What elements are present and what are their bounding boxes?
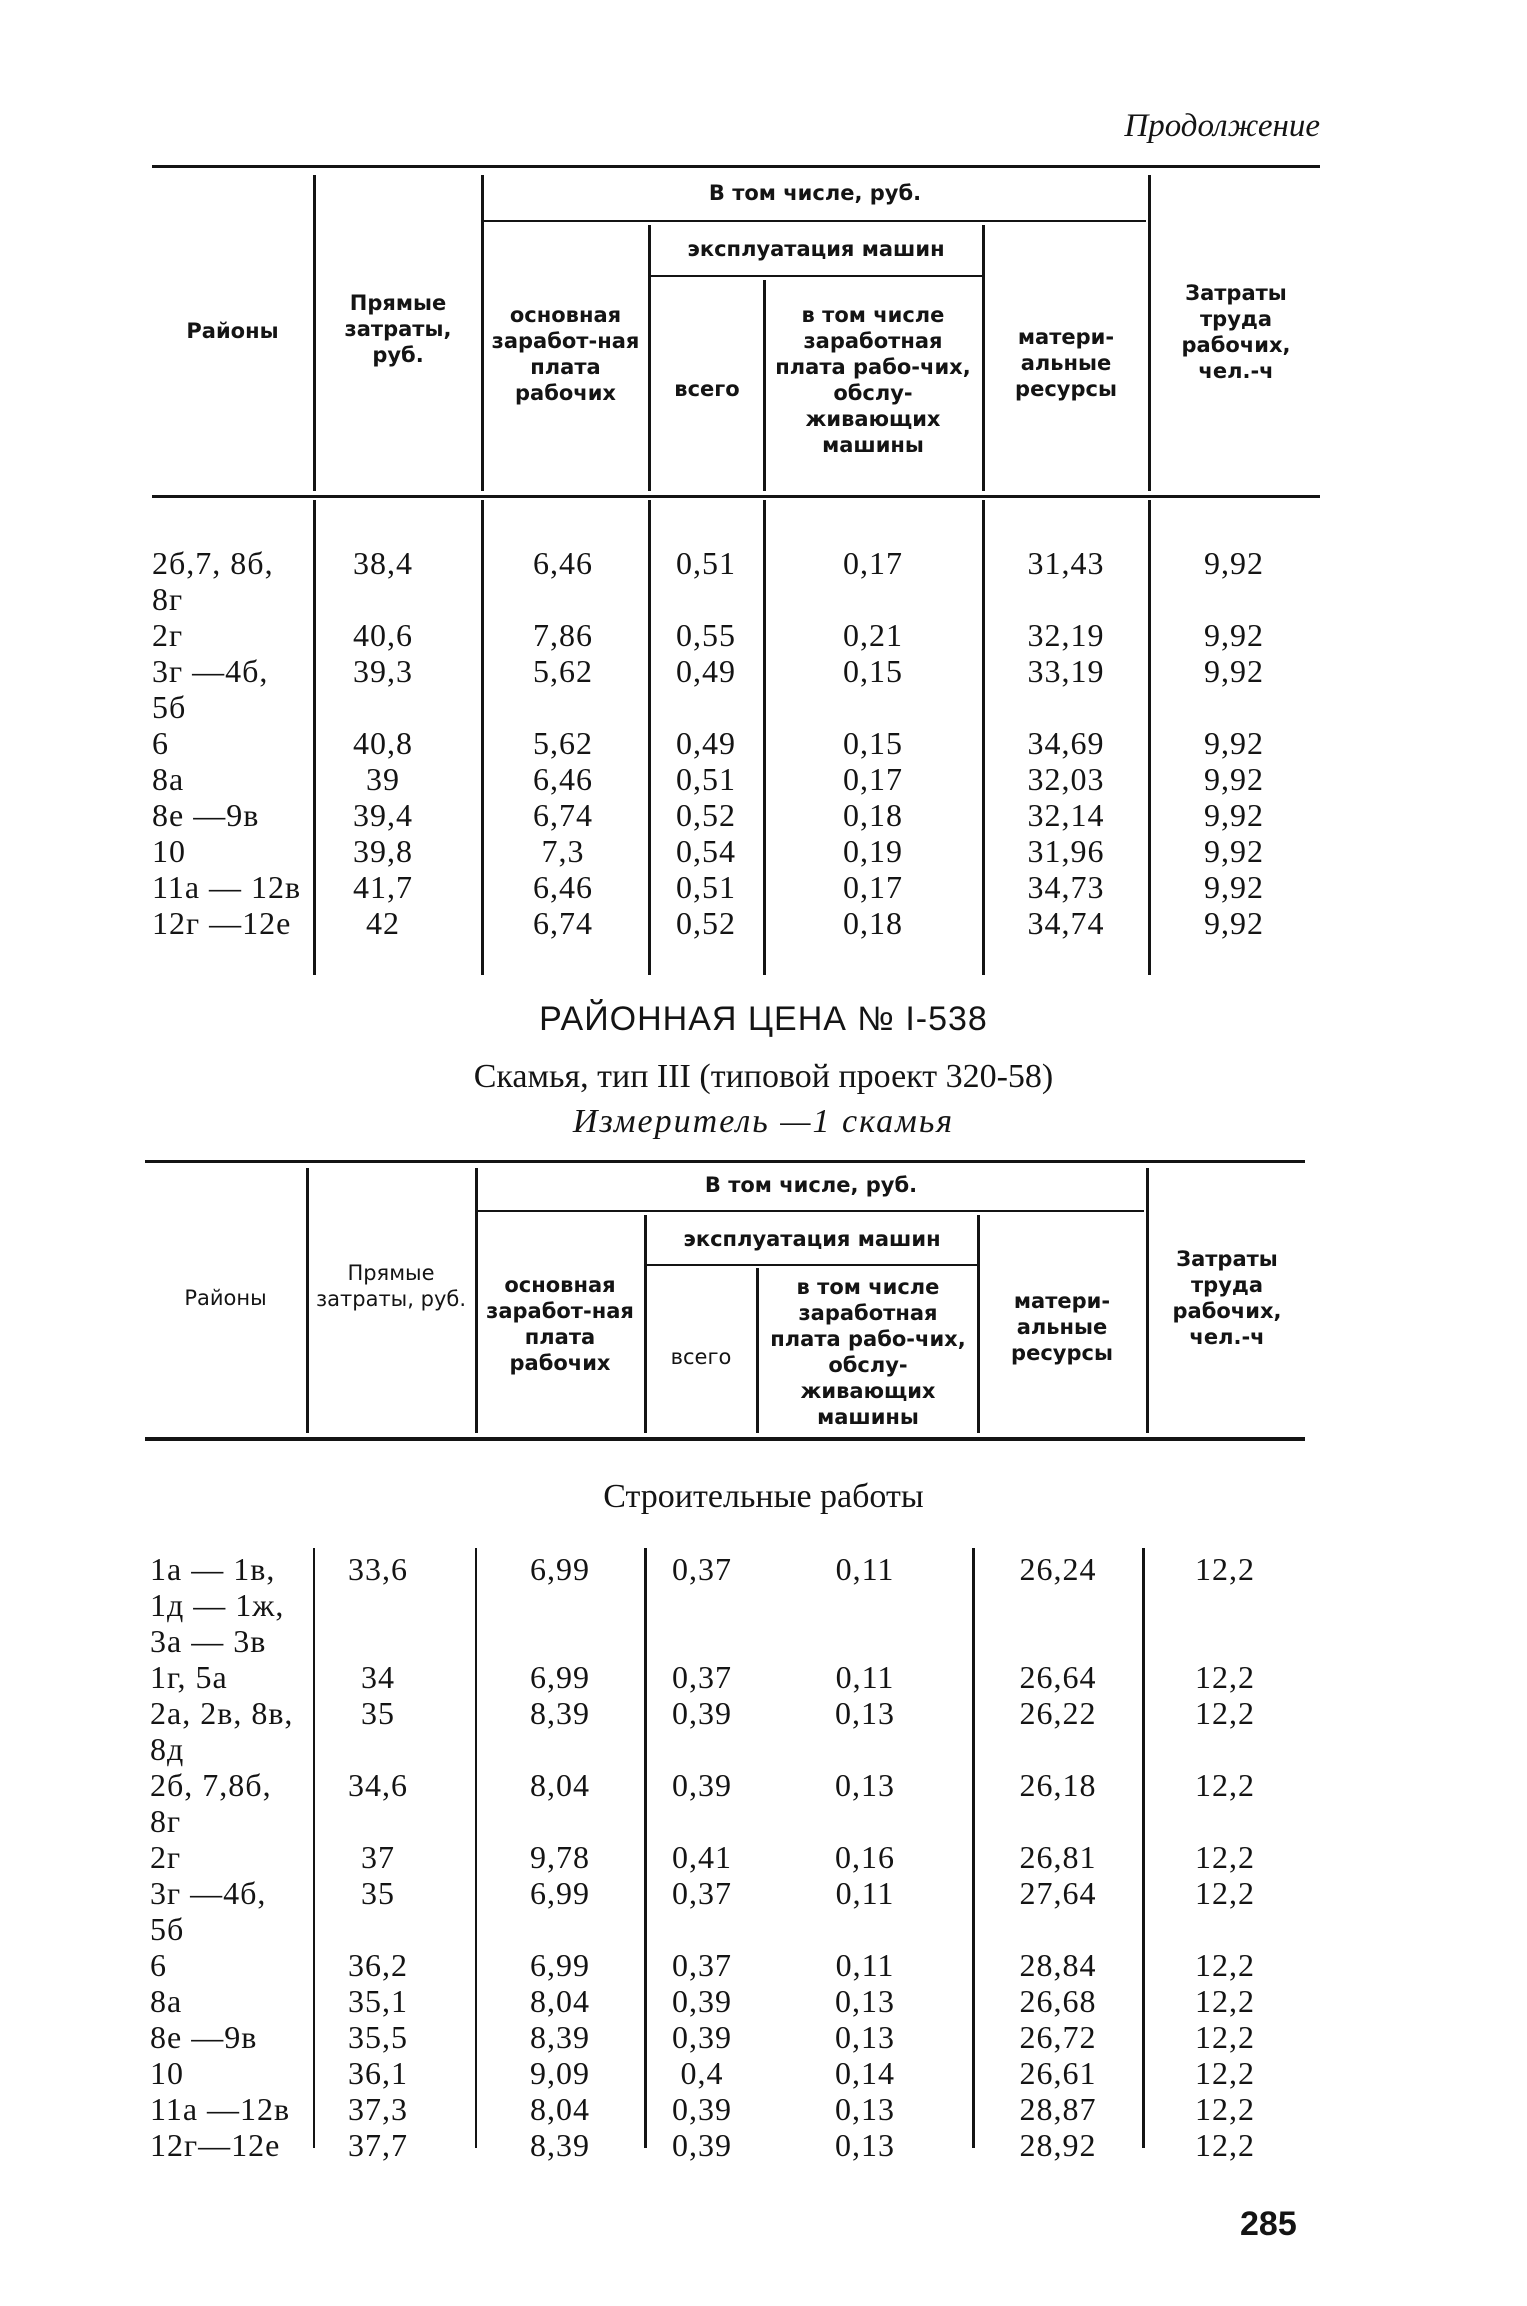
table2-cell-materials: 26,22 — [1019, 1695, 1097, 1731]
table1-vline — [648, 225, 651, 491]
table1-cell-district: 2г — [152, 617, 184, 653]
table2-cell-labor: 12,2 — [1195, 2127, 1255, 2163]
table2-cell-total: 0,39 — [672, 1767, 732, 1803]
table2-cell-materials: 26,18 — [1019, 1767, 1097, 1803]
table2-vline — [475, 1168, 478, 1433]
table2-cell-direct: 35 — [361, 1695, 395, 1731]
table2-cell-labor: 12,2 — [1195, 1947, 1255, 1983]
table1-cell-district: 10 — [152, 833, 186, 869]
table2-cell-wage: 6,99 — [530, 1659, 590, 1695]
table1-cell-total: 0,51 — [676, 761, 736, 797]
price-measure: Измеритель —1 скамья — [572, 1103, 955, 1140]
table2-cell-district: 1г, 5а — [150, 1659, 228, 1695]
table2-cell-total: 0,37 — [672, 1947, 732, 1983]
table2-cell-materials: 26,72 — [1019, 2019, 1097, 2055]
table2-header-including: В том числе, руб. — [704, 1173, 918, 1197]
table2-cell-incl: 0,11 — [835, 1659, 895, 1695]
table1-header-direct-costs: Прямые затраты, руб. — [344, 291, 452, 367]
table2-cell-district: 1а — 1в, 1д — 1ж, 3а — 3в — [150, 1551, 285, 1659]
table2-cell-direct: 35,5 — [348, 2019, 408, 2055]
table2-header-machine-ops: эксплуатация машин — [683, 1227, 941, 1251]
table2-cell-labor: 12,2 — [1195, 1767, 1255, 1803]
table2-cell-total: 0,37 — [672, 1659, 732, 1695]
table1-cell-direct: 41,7 — [353, 869, 413, 905]
table2-cell-wage: 6,99 — [530, 1551, 590, 1587]
table1-header-districts: Районы — [186, 319, 279, 343]
page-number: 285 — [1240, 2205, 1297, 2243]
table1-cell-labor: 9,92 — [1204, 761, 1264, 797]
table1-cell-materials: 34,73 — [1027, 869, 1105, 905]
table1-vline — [648, 500, 651, 975]
table2-cell-materials: 26,24 — [1019, 1551, 1097, 1587]
table2-header-direct-costs: Прямые затраты, руб. — [315, 1261, 466, 1311]
table1-header-materials: матери-альные ресурсы — [1015, 325, 1117, 401]
table1-cell-direct: 40,8 — [353, 725, 413, 761]
table1-top-rule — [152, 165, 1320, 168]
table1-header-machine-ops: эксплуатация машин — [687, 237, 945, 261]
table2-cell-wage: 9,78 — [530, 1839, 590, 1875]
table1-cell-incl: 0,17 — [843, 761, 903, 797]
table2-vline — [306, 1168, 309, 1433]
table2-cell-direct: 37 — [361, 1839, 395, 1875]
table1-cell-incl: 0,19 — [843, 833, 903, 869]
table1-cell-district: 3г —4б, 5б — [152, 653, 269, 725]
table2-cell-labor: 12,2 — [1195, 1983, 1255, 2019]
table2-cell-district: 3г —4б, 5б — [150, 1875, 267, 1947]
table1-header-base-wage: основная заработ-ная плата рабочих — [491, 303, 640, 405]
table1-cell-direct: 39,4 — [353, 797, 413, 833]
table1-cell-labor: 9,92 — [1204, 869, 1264, 905]
table1-vline — [481, 500, 484, 975]
table1-cell-district: 12г —12е — [152, 905, 292, 941]
table1-cell-wage: 7,3 — [541, 833, 585, 869]
table1-cell-materials: 31,43 — [1027, 545, 1105, 581]
table2-cell-total: 0,39 — [672, 2127, 732, 2163]
table1-cell-incl: 0,15 — [843, 653, 903, 689]
table1-cell-total: 0,49 — [676, 725, 736, 761]
table2-cell-district: 2б, 7,8б, 8г — [150, 1767, 272, 1839]
table2-top-rule — [145, 1160, 1305, 1163]
table2-vline — [977, 1215, 980, 1433]
table2-cell-wage: 8,04 — [530, 1983, 590, 2019]
table2-header-incl-wage: в том числе заработная плата рабо-чих, обслу-живающих машины — [770, 1275, 966, 1429]
table1-cell-total: 0,52 — [676, 797, 736, 833]
table2-vline — [475, 1548, 477, 2148]
table1-cell-total: 0,52 — [676, 905, 736, 941]
table2-cell-labor: 12,2 — [1195, 2019, 1255, 2055]
table2-vline — [644, 1215, 647, 1433]
table2-cell-wage: 6,99 — [530, 1875, 590, 1911]
table2-cell-materials: 26,81 — [1019, 1839, 1097, 1875]
table2-cell-incl: 0,16 — [835, 1839, 895, 1875]
table2-cell-materials: 26,68 — [1019, 1983, 1097, 2019]
table2-header-base-wage: основная заработ-ная плата рабочих — [486, 1273, 634, 1375]
table2-cell-direct: 34,6 — [348, 1767, 408, 1803]
table1-cell-labor: 9,92 — [1204, 725, 1264, 761]
table2-cell-labor: 12,2 — [1195, 1551, 1255, 1587]
table1-cell-labor: 9,92 — [1204, 797, 1264, 833]
table1-cell-district: 8е —9в — [152, 797, 260, 833]
table1-header-incl-wage: в том числе заработная плата рабо-чих, обслу-живающих машины — [775, 303, 971, 457]
table2-cell-materials: 28,87 — [1019, 2091, 1097, 2127]
table2-cell-direct: 33,6 — [348, 1551, 408, 1587]
table1-cell-direct: 38,4 — [353, 545, 413, 581]
table1-cell-incl: 0,18 — [843, 797, 903, 833]
table2-cell-direct: 37,7 — [348, 2127, 408, 2163]
table2-machines-rule — [646, 1264, 980, 1266]
table2-including-rule — [478, 1210, 1144, 1212]
table2-cell-incl: 0,13 — [835, 2127, 895, 2163]
table1-cell-incl: 0,17 — [843, 869, 903, 905]
table2-cell-total: 0,39 — [672, 1983, 732, 2019]
table1-vline — [1148, 500, 1151, 975]
table1-header-total: всего — [674, 377, 740, 401]
table1-header-including: В том числе, руб. — [708, 181, 922, 205]
table1-cell-district: 2б,7, 8б, 8г — [152, 545, 274, 617]
table1-cell-materials: 31,96 — [1027, 833, 1105, 869]
table1-including-rule — [483, 220, 1146, 222]
table2-vline — [1146, 1168, 1149, 1433]
table2-cell-materials: 28,84 — [1019, 1947, 1097, 1983]
table1-cell-labor: 9,92 — [1204, 545, 1264, 581]
table2-cell-incl: 0,13 — [835, 1695, 895, 1731]
table1-cell-wage: 6,46 — [533, 761, 593, 797]
table2-cell-total: 0,41 — [672, 1839, 732, 1875]
table2-cell-labor: 12,2 — [1195, 1875, 1255, 1911]
table1-cell-labor: 9,92 — [1204, 905, 1264, 941]
table1-cell-district: 6 — [152, 725, 169, 761]
table2-cell-district: 2г — [150, 1839, 182, 1875]
table1-header-labor: Затраты труда рабочих, чел.-ч — [1181, 281, 1291, 383]
table2-cell-labor: 12,2 — [1195, 1695, 1255, 1731]
table1-header-bottom-rule — [152, 495, 1320, 498]
table1-cell-total: 0,51 — [676, 545, 736, 581]
table1-cell-incl: 0,21 — [843, 617, 903, 653]
table1-cell-wage: 6,74 — [533, 905, 593, 941]
table2-cell-materials: 26,61 — [1019, 2055, 1097, 2091]
table1-cell-labor: 9,92 — [1204, 833, 1264, 869]
table2-cell-district: 10 — [150, 2055, 184, 2091]
table1-cell-wage: 6,46 — [533, 869, 593, 905]
table2-cell-direct: 36,1 — [348, 2055, 408, 2091]
table2-cell-district: 6 — [150, 1947, 167, 1983]
table2-cell-wage: 9,09 — [530, 2055, 590, 2091]
price-subtitle: Скамья, тип III (типовой проект 320-58) — [473, 1058, 1054, 1095]
table2-cell-wage: 8,04 — [530, 1767, 590, 1803]
table1-vline — [481, 175, 484, 491]
table2-vline — [756, 1268, 759, 1433]
table2-cell-district: 12г—12е — [150, 2127, 281, 2163]
table2-cell-district: 2а, 2в, 8в, 8д — [150, 1695, 294, 1767]
table1-cell-incl: 0,18 — [843, 905, 903, 941]
table2-header-materials: матери-альные ресурсы — [1011, 1289, 1113, 1365]
table2-cell-wage: 8,39 — [530, 2019, 590, 2055]
table1-cell-wage: 6,46 — [533, 545, 593, 581]
continuation-label: Продолжение — [1124, 108, 1320, 144]
table2-cell-materials: 28,92 — [1019, 2127, 1097, 2163]
table1-cell-direct: 40,6 — [353, 617, 413, 653]
table1-cell-incl: 0,17 — [843, 545, 903, 581]
table2-cell-total: 0,37 — [672, 1875, 732, 1911]
table2-cell-total: 0,39 — [672, 2019, 732, 2055]
table1-cell-district: 8а — [152, 761, 185, 797]
table2-cell-incl: 0,13 — [835, 1767, 895, 1803]
table2-cell-labor: 12,2 — [1195, 2055, 1255, 2091]
table1-cell-wage: 7,86 — [533, 617, 593, 653]
table1-cell-wage: 6,74 — [533, 797, 593, 833]
table2-cell-incl: 0,11 — [835, 1551, 895, 1587]
table1-vline — [982, 225, 985, 491]
table2-cell-wage: 8,04 — [530, 2091, 590, 2127]
table1-cell-direct: 39,3 — [353, 653, 413, 689]
table2-cell-labor: 12,2 — [1195, 1659, 1255, 1695]
table2-cell-direct: 35 — [361, 1875, 395, 1911]
price-title: РАЙОННАЯ ЦЕНА № I-538 — [539, 1000, 988, 1038]
table2-cell-incl: 0,13 — [835, 2019, 895, 2055]
table1-vline — [763, 500, 766, 975]
table1-cell-total: 0,54 — [676, 833, 736, 869]
table2-cell-direct: 37,3 — [348, 2091, 408, 2127]
table1-cell-labor: 9,92 — [1204, 617, 1264, 653]
table2-cell-incl: 0,11 — [835, 1947, 895, 1983]
table1-vline — [763, 280, 766, 491]
table1-cell-materials: 32,19 — [1027, 617, 1105, 653]
table1-vline — [313, 175, 316, 491]
table1-cell-materials: 32,03 — [1027, 761, 1105, 797]
table2-cell-labor: 12,2 — [1195, 1839, 1255, 1875]
table2-cell-direct: 35,1 — [348, 1983, 408, 2019]
table1-cell-direct: 39,8 — [353, 833, 413, 869]
table2-cell-incl: 0,11 — [835, 1875, 895, 1911]
table1-cell-materials: 33,19 — [1027, 653, 1105, 689]
table2-cell-wage: 6,99 — [530, 1947, 590, 1983]
table1-cell-total: 0,51 — [676, 869, 736, 905]
table2-header-bottom-rule — [145, 1437, 1305, 1441]
table2-cell-district: 8а — [150, 1983, 183, 2019]
table1-cell-district: 11а — 12в — [152, 869, 302, 905]
table2-cell-incl: 0,13 — [835, 2091, 895, 2127]
table1-cell-materials: 34,69 — [1027, 725, 1105, 761]
table1-cell-materials: 34,74 — [1027, 905, 1105, 941]
table2-cell-total: 0,37 — [672, 1551, 732, 1587]
table2-cell-materials: 26,64 — [1019, 1659, 1097, 1695]
table1-cell-wage: 5,62 — [533, 725, 593, 761]
table1-cell-materials: 32,14 — [1027, 797, 1105, 833]
table1-cell-direct: 42 — [366, 905, 400, 941]
table2-cell-incl: 0,13 — [835, 1983, 895, 2019]
table2-cell-total: 0,39 — [672, 2091, 732, 2127]
table1-cell-wage: 5,62 — [533, 653, 593, 689]
table2-cell-direct: 34 — [361, 1659, 395, 1695]
table2-cell-incl: 0,14 — [835, 2055, 895, 2091]
table2-cell-wage: 8,39 — [530, 2127, 590, 2163]
table2-cell-total: 0,39 — [672, 1695, 732, 1731]
table2-cell-materials: 27,64 — [1019, 1875, 1097, 1911]
table2-cell-labor: 12,2 — [1195, 2091, 1255, 2127]
table2-header-districts: Районы — [184, 1286, 267, 1310]
table2-cell-district: 8е —9в — [150, 2019, 258, 2055]
table1-machines-rule — [650, 275, 984, 277]
table1-vline — [982, 500, 985, 975]
table2-cell-district: 11а —12в — [150, 2091, 291, 2127]
table1-cell-total: 0,55 — [676, 617, 736, 653]
table1-cell-total: 0,49 — [676, 653, 736, 689]
table2-header-total: всего — [670, 1345, 732, 1369]
table1-cell-labor: 9,92 — [1204, 653, 1264, 689]
table2-header-labor: Затраты труда рабочих, чел.-ч — [1172, 1247, 1282, 1349]
table2-cell-wage: 8,39 — [530, 1695, 590, 1731]
table2-vline — [972, 1548, 975, 2148]
section-title: Строительные работы — [603, 1478, 924, 1515]
table2-vline — [1142, 1548, 1145, 2148]
table1-cell-incl: 0,15 — [843, 725, 903, 761]
table2-cell-total: 0,4 — [680, 2055, 724, 2091]
table2-vline — [644, 1548, 647, 2148]
table1-vline — [1148, 175, 1151, 491]
table2-cell-direct: 36,2 — [348, 1947, 408, 1983]
table1-cell-direct: 39 — [366, 761, 400, 797]
